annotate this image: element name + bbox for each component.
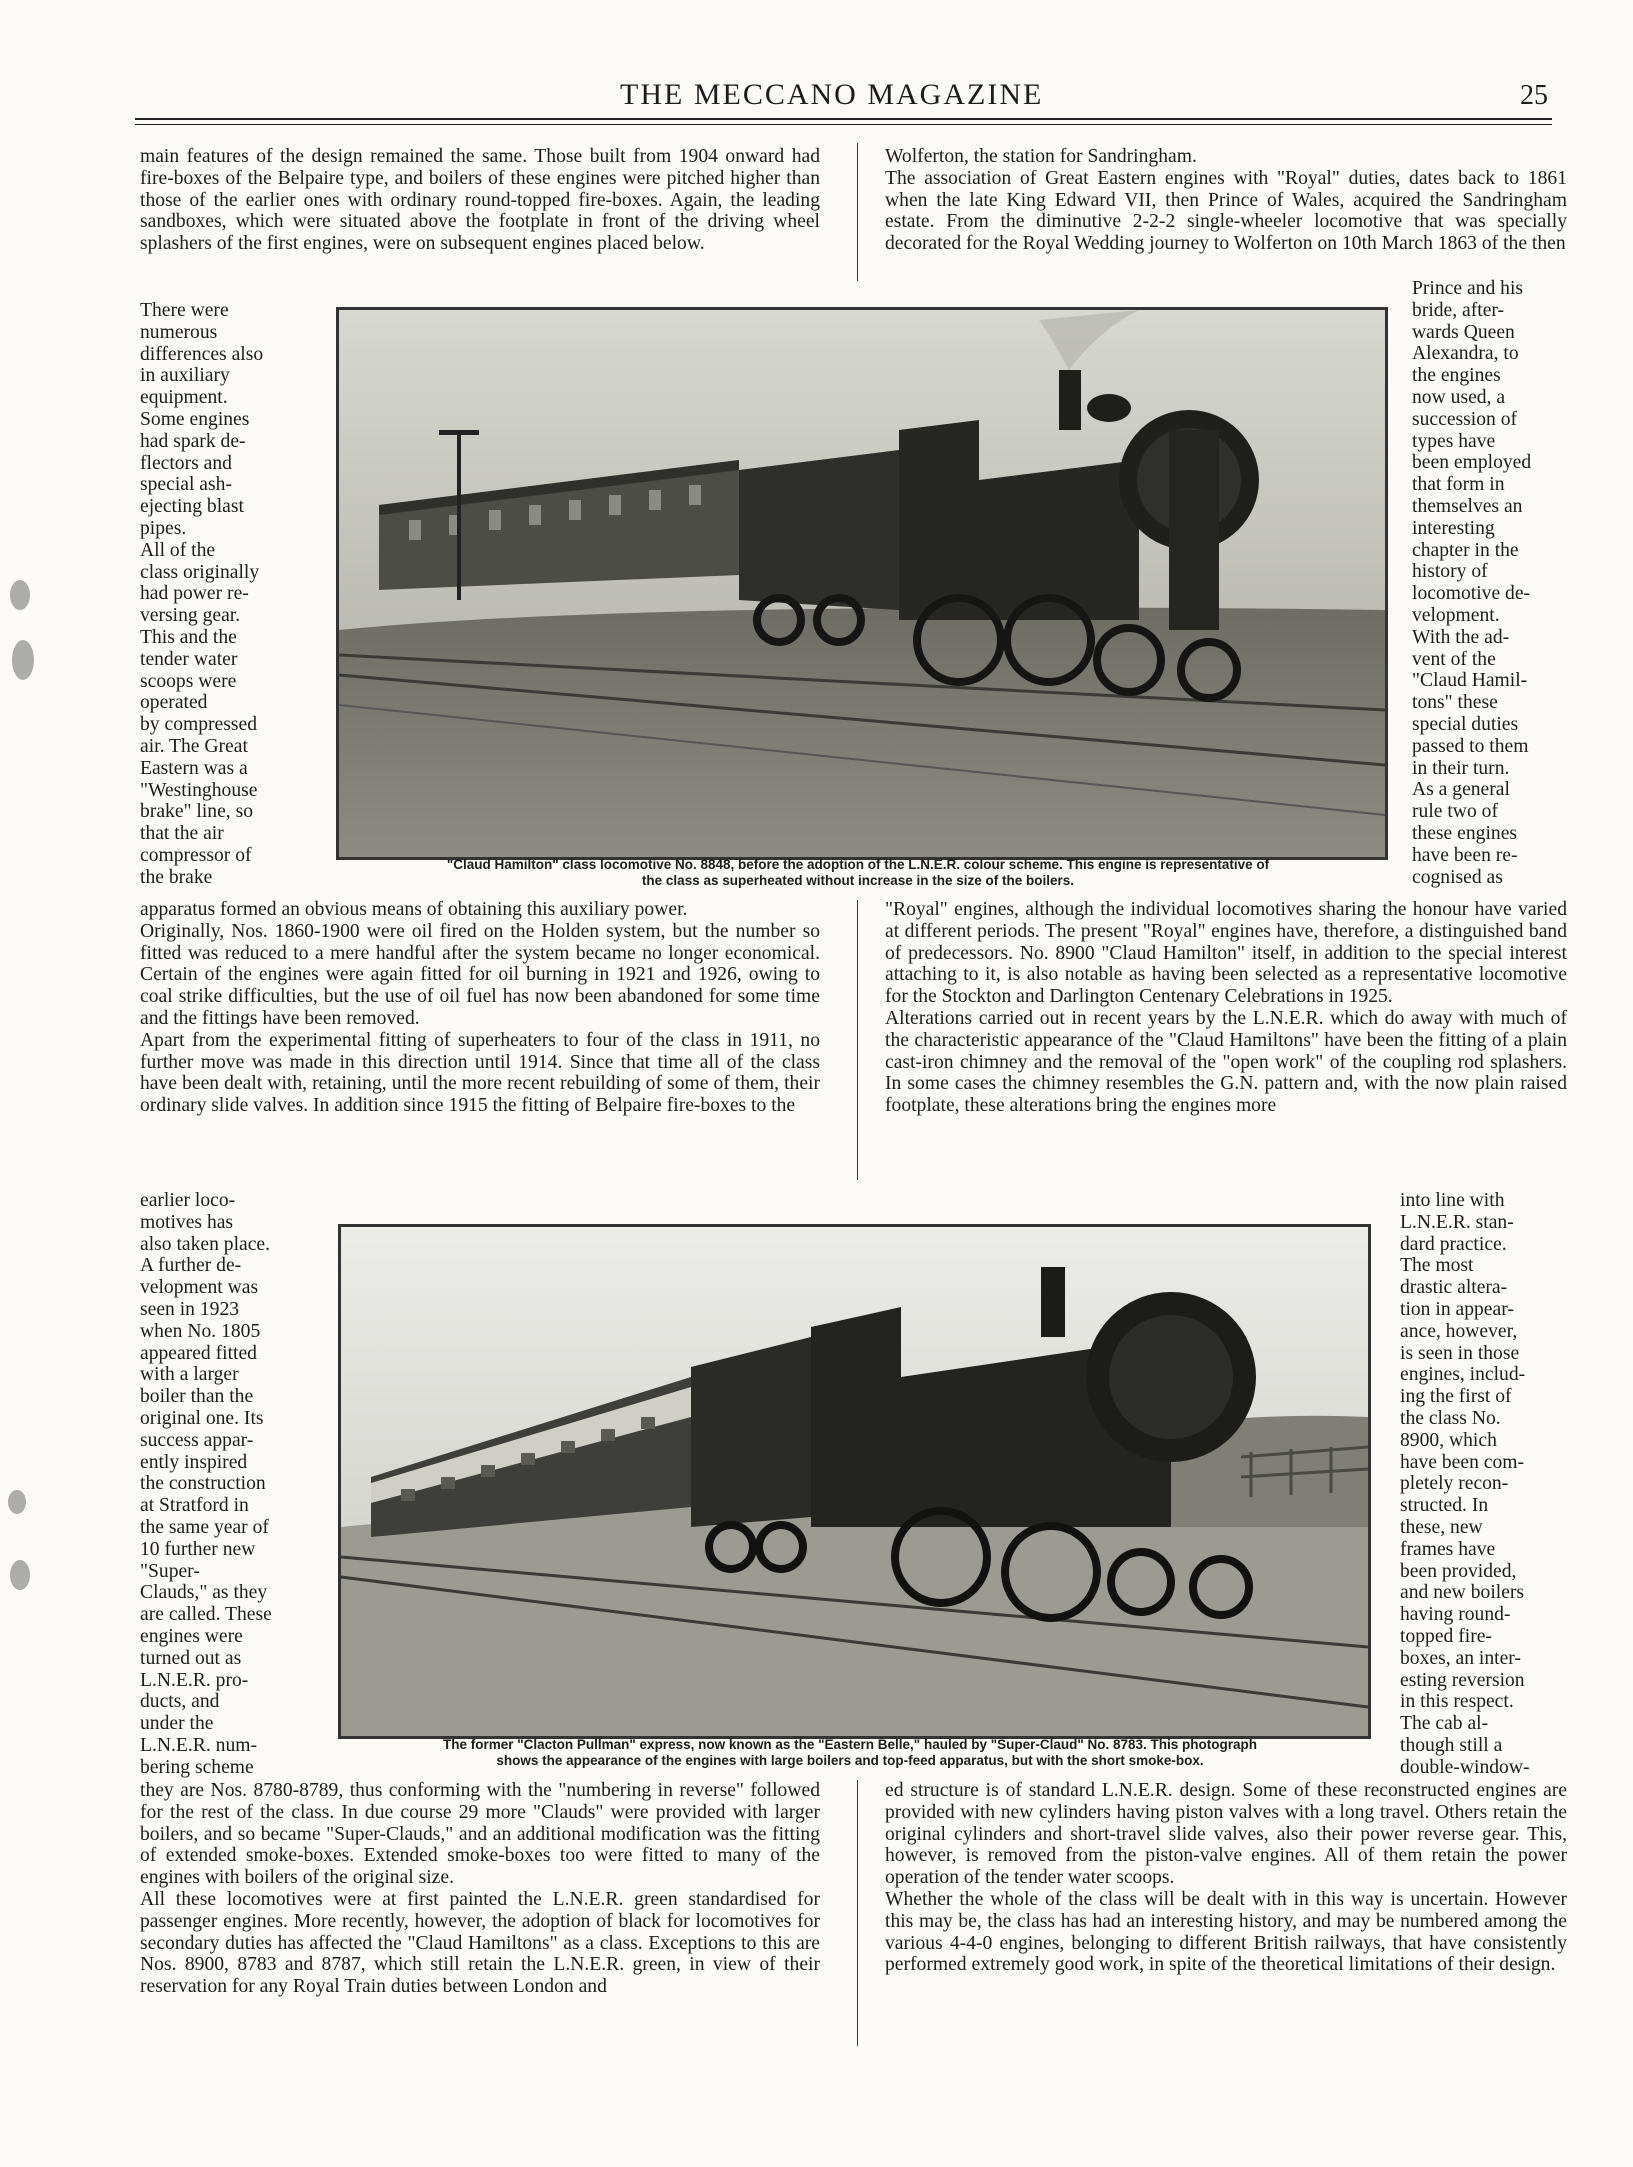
- photo-1-caption-line-1: "Claud Hamilton" class locomotive No. 8848, before the adoption of the L.N.E.R. colour scheme. This engine is representative of: [446, 857, 1270, 872]
- locomotive-8848-photo: [336, 307, 1388, 860]
- left-column-bottom: they are Nos. 8780-8789, thus conforming with the "numbering in reverse" followed for the rest of the class. In due course 29 more "Clauds" were provided with larger boilers, and so became "Super-Clauds," and an additional modification was the fitting of extended smoke-boxes. Extended smoke-boxes too were fitted to many of the engines with boilers of the original size. All these locomotives were at first painted the L.N.E.R. green standardised for passenger engines. More recently, however, the adoption of black for locomotives for secondary duties has affected the "Claud Hamiltons" as a class. Exceptions to this are Nos. 8900, 8783 and 8787, which still retain the L.N.E.R. green, in view of their reservation for any Royal Train duties between London and: [140, 1780, 820, 1998]
- scan-speck: [8, 1490, 26, 1514]
- left-column-top: main features of the design remained the same. Those built from 1904 onward had fire-boxes of the Belpaire type, and boilers of these engines were pitched higher than those of the earlier ones with ordinary round-topped fire-boxes. Again, the leading sandboxes, which were situated above the footplate in front of the driving wheel splashers of the first engines, were on subsequent engines placed below.: [140, 146, 820, 255]
- column-divider-middle: [857, 900, 858, 1180]
- left-wrap-text-2: earlier loco- motives has also taken place. A further de- velopment was seen in 1923 when No. 1805 appeared fitted with a larger boiler than the original one. Its success appar- ently inspired the construction at Stratford in the same year of 10 further new "Super- Clauds," as they are called. These engines were turned out as L.N.E.R. pro- ducts, and under the L.N.E.R. num- bering scheme: [140, 1190, 272, 1778]
- super-claud-8783-photo: [338, 1224, 1371, 1739]
- header-rule: [135, 118, 1552, 120]
- page-number: 25: [1520, 80, 1548, 111]
- right-column-middle: "Royal" engines, although the individual locomotives sharing the honour have varied at different periods. The present "Royal" engines have, therefore, a distinguished band of predecessors. No. 8900 "Claud Hamilton" itself, in addition to the special interest attaching to it, is also notable as having been selected as a representative locomotive for the Stockton and Darlington Centenary Celebrations in 1925. Alterations carried out in recent years by the L.N.E.R. which do away with much of the characteristic appearance of the "Claud Hamiltons" have been the fitting of a plain cast-iron chimney and the removal of the "open work" of the coupling rod splashers. In some cases the chimney resembles the G.N. pattern and, with the now plain raised footplate, these alterations bring the engines more: [885, 899, 1567, 1117]
- column-divider-bottom: [857, 1780, 858, 2046]
- super-claud-8783-illustration: [341, 1227, 1368, 1736]
- left-wrap-text-1: There were numerous differences also in auxiliary equipment. Some engines had spark de- flectors and special ash- ejecting blast pipes. All of the class originally had power re- versing gear. This and the tender water scoops were operated by compressed air. The Great Eastern was a "Westinghouse brake" line, so that the air compressor of the brake: [140, 300, 264, 888]
- column-divider-top: [857, 143, 858, 281]
- header-rule-thin: [135, 124, 1552, 125]
- left-column-middle: apparatus formed an obvious means of obtaining this auxiliary power. Originally, Nos. 1860-1900 were oil fired on the Holden system, but the number so fitted was reduced to a mere handful after the system became no longer economical. Certain of the engines were again fitted for oil burning in 1921 and 1926, owing to coal strike difficulties, but the use of oil fuel has now been abandoned for some time and the fittings have been removed. Apart from the experimental fitting of superheaters to four of the class in 1911, no further move was made in this direction until 1914. Since that time all of the class have been dealt with, retaining, until the more recent rebuilding of some of them, their ordinary slide valves. In addition since 1915 the fitting of Belpaire fire-boxes to the: [140, 899, 820, 1117]
- right-wrap-text-1: Prince and his bride, after- wards Queen Alexandra, to the engines now used, a succession of types have been employed that form in themselves an interesting chapter in the history of locomotive de- velopment. With the ad- vent of the "Claud Hamil- tons" these special duties passed to them in their turn. As a general rule two of these engines have been re- cognised as: [1412, 278, 1532, 888]
- scan-speck: [10, 580, 30, 610]
- magazine-title: THE MECCANO MAGAZINE: [620, 78, 1044, 111]
- locomotive-8848-illustration: [339, 310, 1385, 857]
- scan-speck: [12, 640, 34, 680]
- right-column-bottom: ed structure is of standard L.N.E.R. design. Some of these reconstructed engines are provided with new cylinders having piston valves with a long travel. Others retain the original cylinders and short-travel slide valves, also their power reverse gear. This, however, is removed from the piston-valve engines. All of them retain the power operation of the tender water scoops. Whether the whole of the class will be dealt with in this way is uncertain. However this may be, the class has had an interesting history, and may be numbered among the various 4-4-0 engines, belonging to different British railways, that have consistently performed extremely good work, in spite of the theoretical limitations of their design.: [885, 1780, 1567, 1976]
- photo-2-caption-line-2: shows the appearance of the engines with large boilers and top-feed apparatus, but with the short smoke-box.: [496, 1753, 1204, 1768]
- right-wrap-text-2: into line with L.N.E.R. stan- dard practice. The most drastic altera- tion in appear- ance, however, is seen in those engines, includ- ing the first of the class No. 8900, which have been com- pletely recon- structed. In these, new frames have been provided, and new boilers having round- topped fire- boxes, an inter- esting reversion in this respect. The cab al- though still a double-window-: [1400, 1190, 1530, 1778]
- scan-speck: [10, 1560, 30, 1590]
- photo-1-caption-line-2: the class as superheated without increase in the size of the boilers.: [641, 873, 1075, 888]
- photo-2-caption-line-1: The former "Clacton Pullman" express, now known as the "Eastern Belle," hauled by "Super-Claud" No. 8783. This photograph: [442, 1737, 1258, 1752]
- right-column-top: Wolferton, the station for Sandringham. The association of Great Eastern engines with "Royal" duties, dates back to 1861 when the late King Edward VII, then Prince of Wales, acquired the Sandringham estate. From the diminutive 2-2-2 single-wheeler locomotive that was specially decorated for the Royal Wedding journey to Wolferton on 10th March 1863 of the then: [885, 146, 1567, 255]
